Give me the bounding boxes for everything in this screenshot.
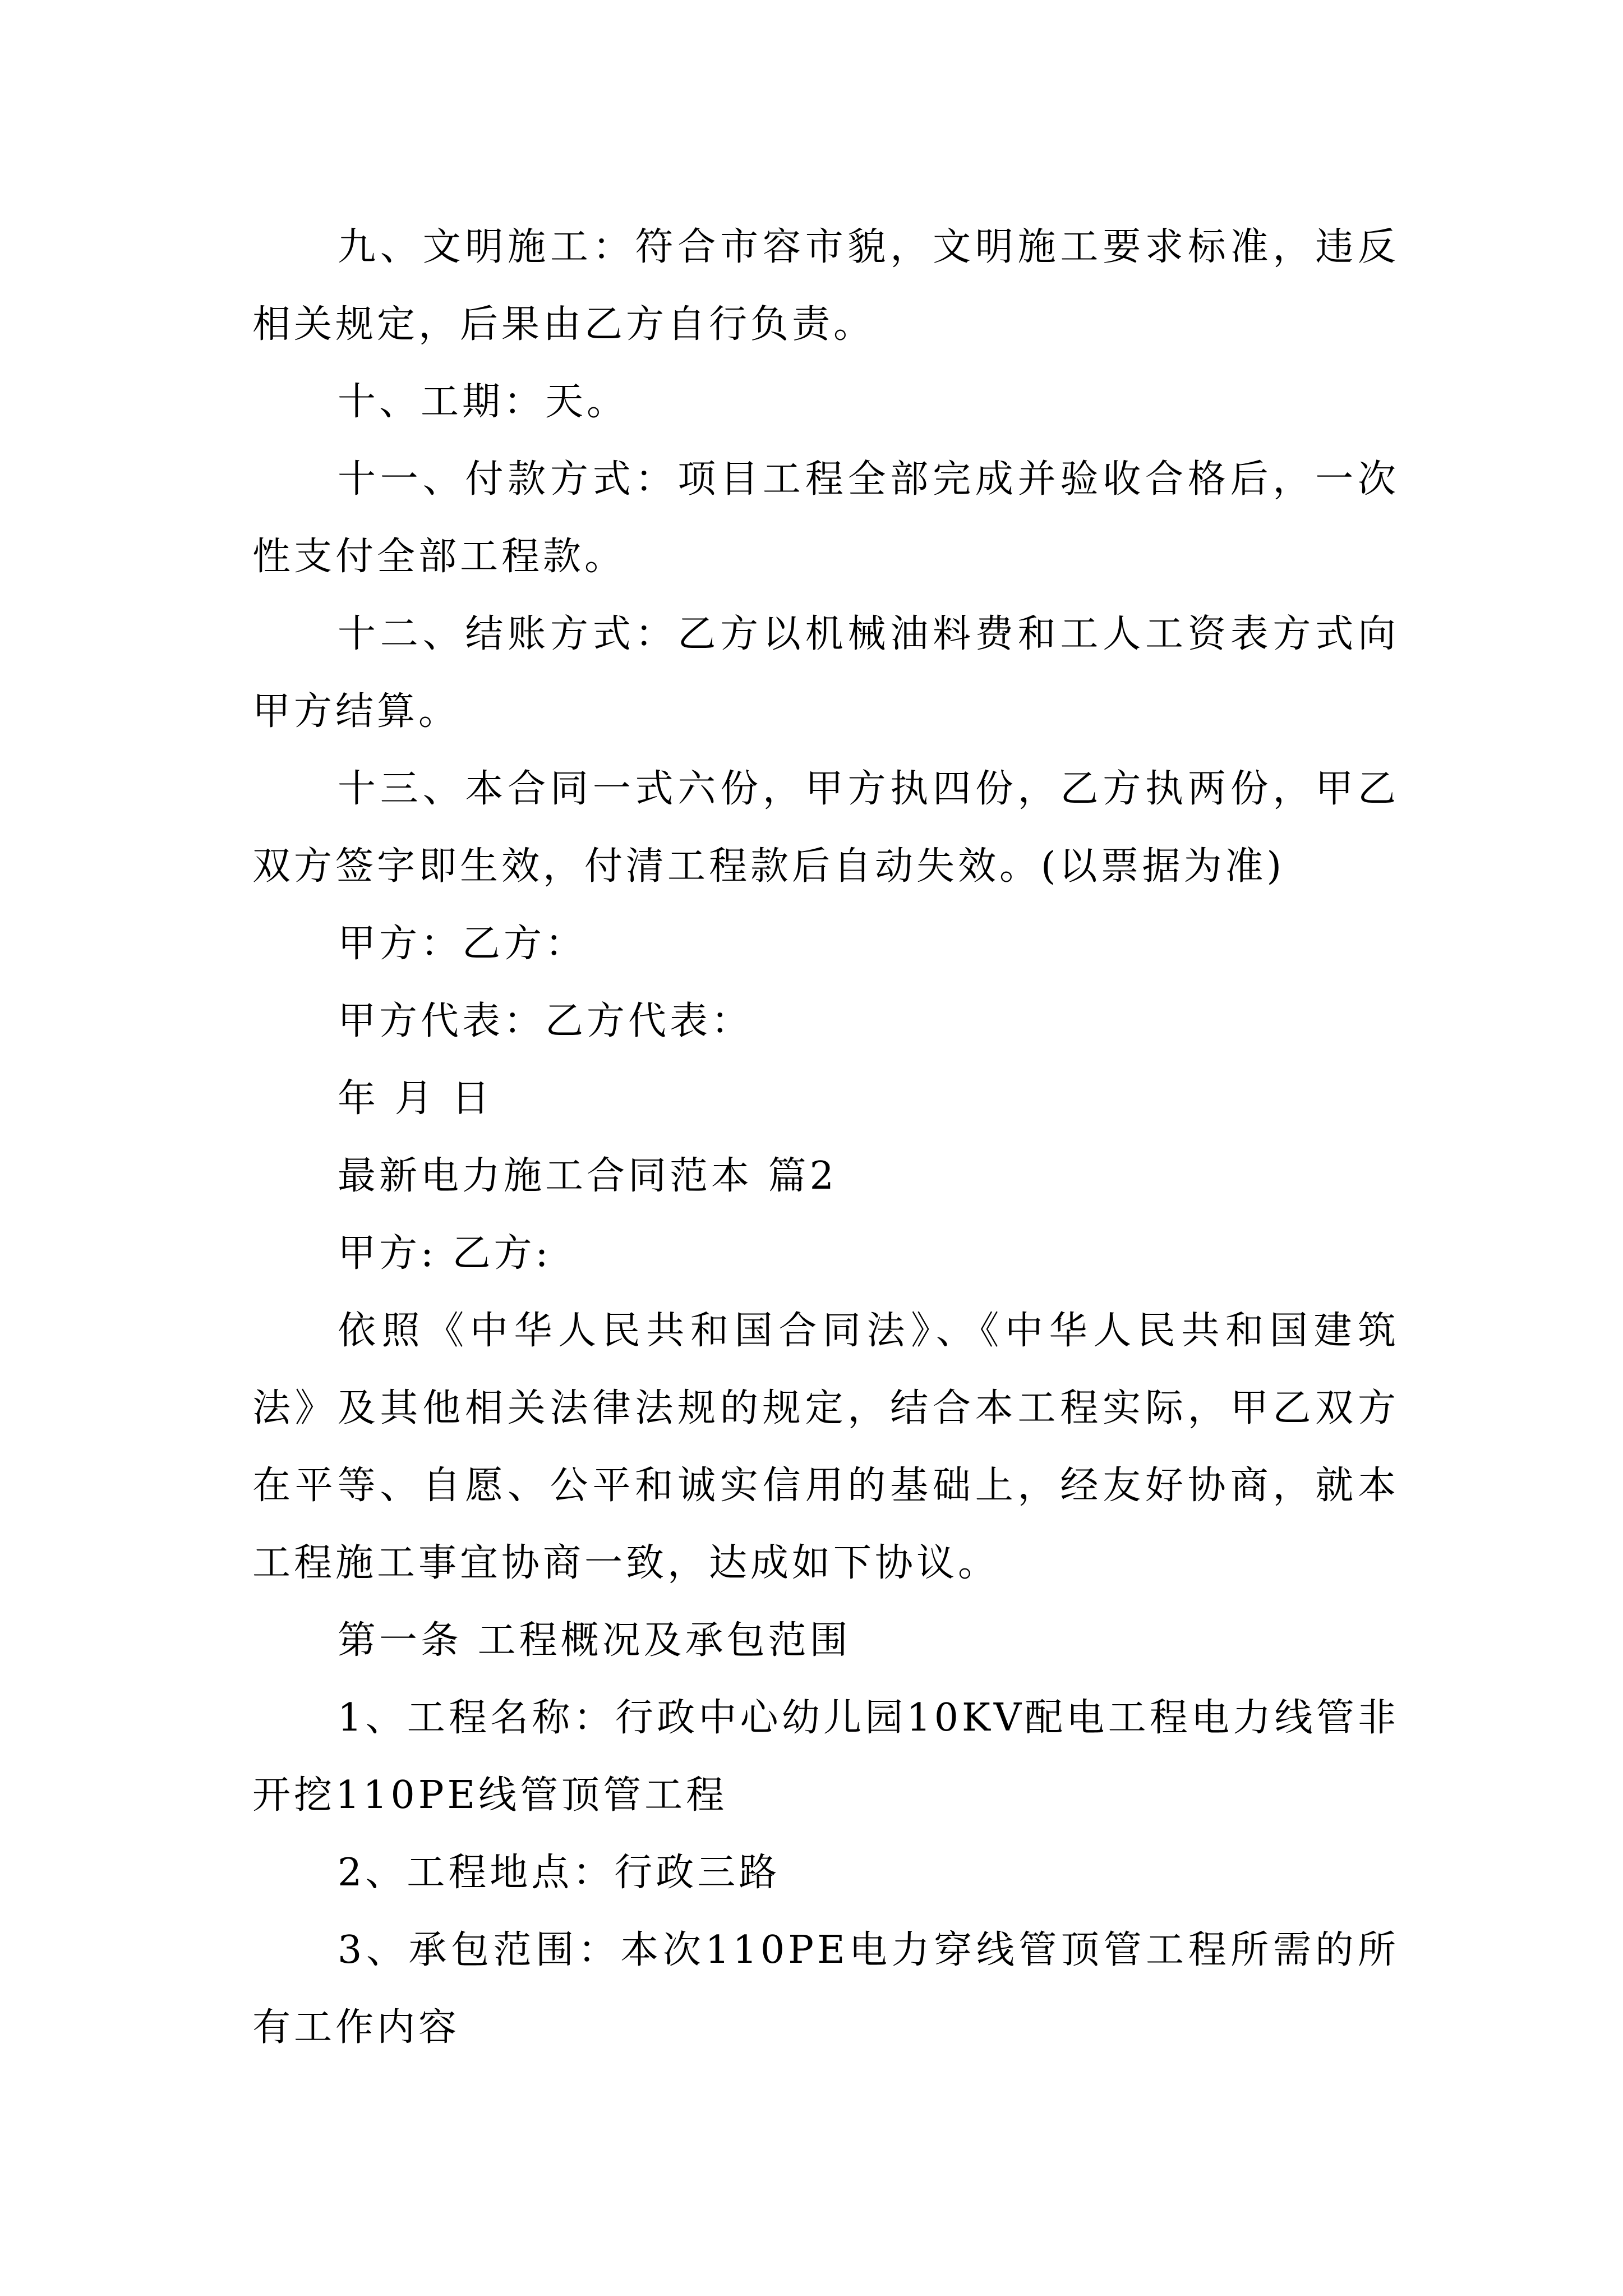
party-line: 甲方: 乙方:: [338, 1231, 552, 1276]
paragraph-project-name: 1、工程名称：行政中心幼儿园10KV配电工程电力线管非开挖110PE线管顶管工程: [252, 1696, 1399, 1818]
article-heading-1: 第一条 工程概况及承包范围: [338, 1618, 851, 1663]
signature-representatives-line: 甲方代表：乙方代表：: [338, 999, 753, 1043]
paragraph-contract-scope: 3、承包范围：本次110PE电力穿线管顶管工程所需的所有工作内容: [252, 1928, 1399, 2050]
paragraph-project-location: 2、工程地点：行政三路: [338, 1851, 781, 1895]
date-line: 年 月 日: [338, 1076, 494, 1121]
paragraph-legal-basis: 依照《中华人民共和国合同法》、《中华人民共和国建筑法》及其他相关法律法规的规定，结合本工程实际，甲乙双方在平等、自愿、公平和诚实信用的基础上，经友好协商，就本工程施工事宜协商一致，达成如下协议。: [252, 1309, 1399, 1585]
paragraph-payment-method: 十一、付款方式：项目工程全部完成并验收合格后，一次性支付全部工程款。: [252, 457, 1399, 579]
paragraph-civilized-construction: 九、文明施工：符合市容市貌，文明施工要求标准，违反相关规定，后果由乙方自行负责。: [252, 225, 1399, 347]
paragraph-contract-copies: 十三、本合同一式六份，甲方执四份，乙方执两份，甲乙双方签字即生效，付清工程款后自动失效。(以票据为准): [252, 767, 1399, 889]
paragraph-construction-period: 十、工期：天。: [338, 380, 629, 424]
section-heading: 最新电力施工合同范本 篇2: [338, 1154, 837, 1198]
signature-parties-line: 甲方：乙方：: [338, 922, 587, 966]
paragraph-settlement-method: 十二、结账方式：乙方以机械油料费和工人工资表方式向甲方结算。: [252, 612, 1399, 734]
